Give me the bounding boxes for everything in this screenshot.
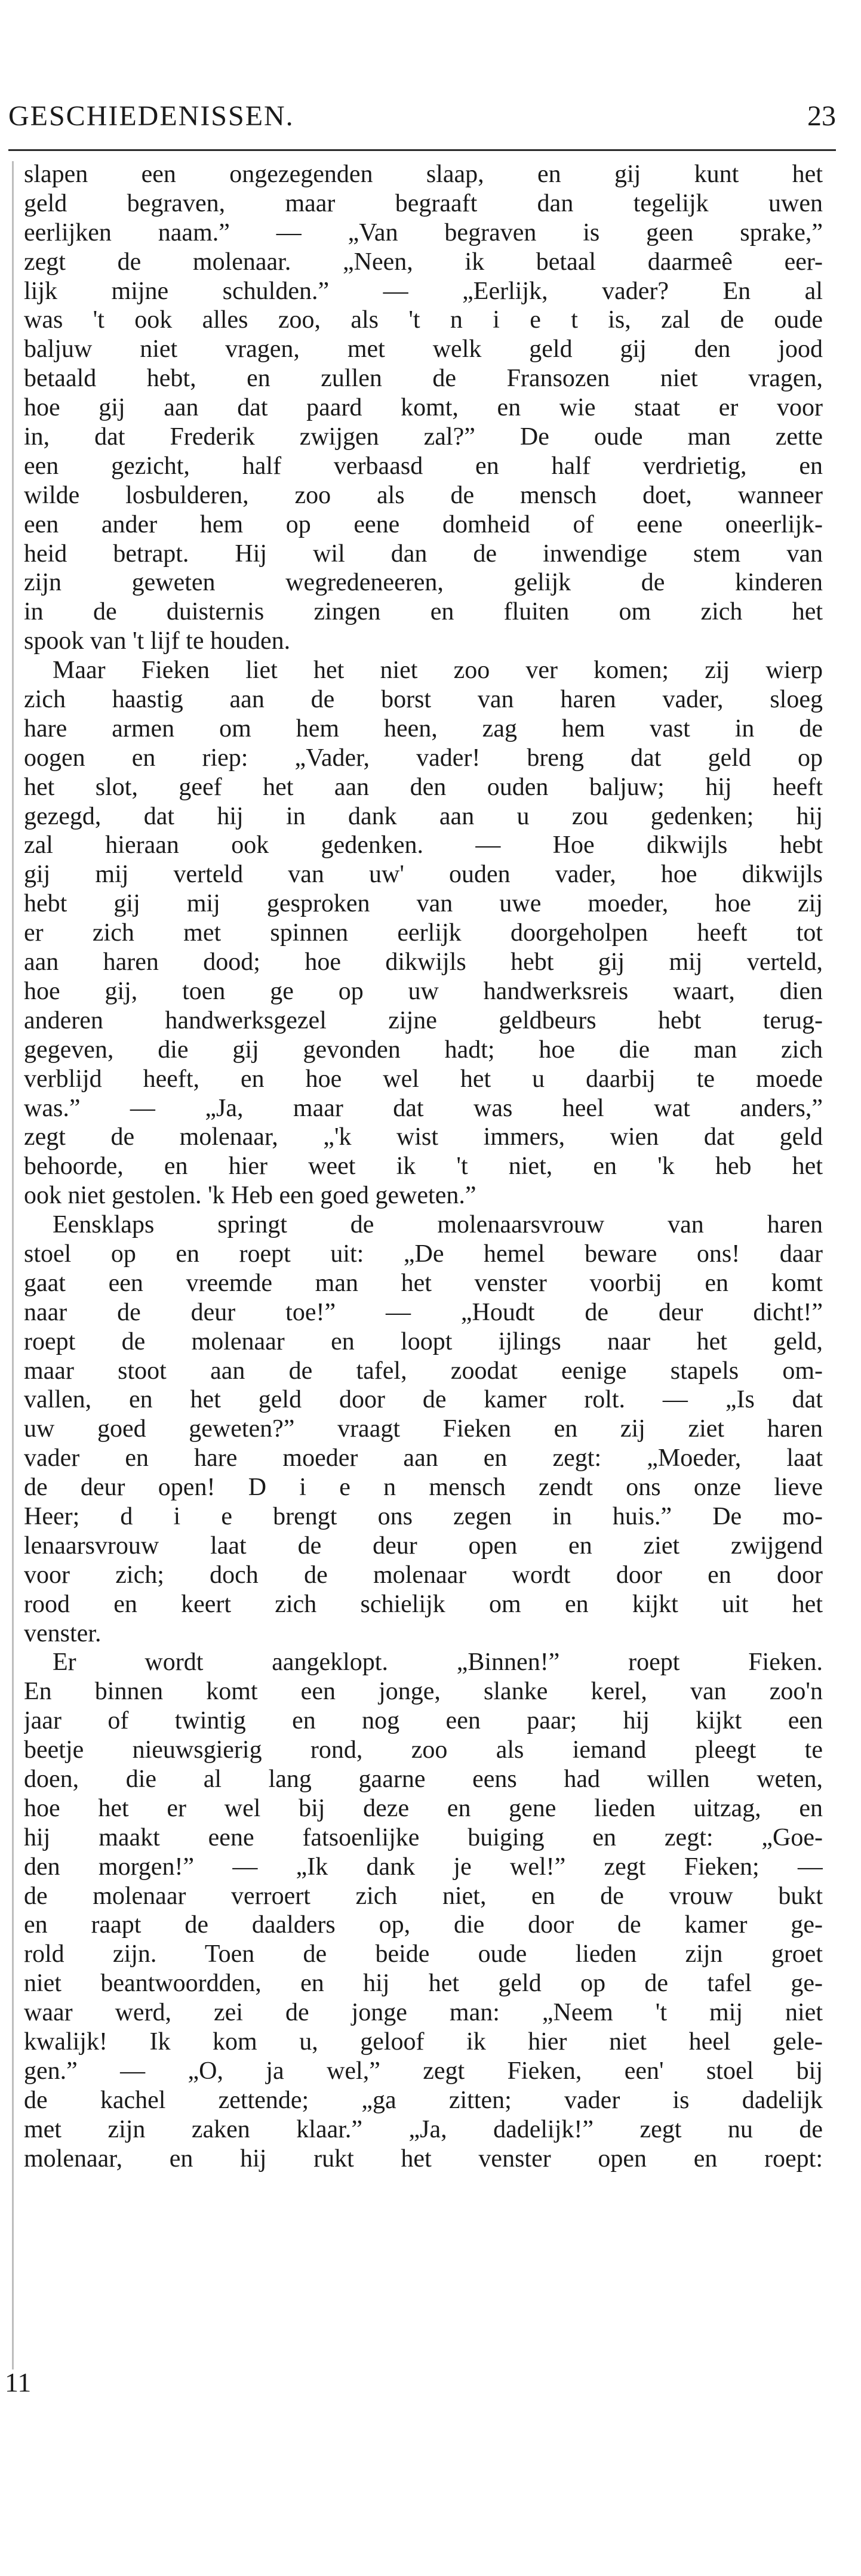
text-line: een ander hem op eene domheid of eene oneerlijk-: [24, 510, 823, 538]
text-line: molenaar, en hij rukt het venster open en roept:: [24, 2144, 823, 2173]
text-line: spook van 't lijf te houden.: [24, 627, 291, 655]
signature-mark: 11: [5, 2367, 32, 2398]
text-line: zegt de molenaar, „'k wist immers, wien dat geld: [24, 1123, 823, 1151]
text-line: gegeven, die gij gevonden hadt; hoe die man zich: [24, 1036, 823, 1064]
text-line: zal hieraan ook gedenken. — Hoe dikwijls hebt: [24, 831, 823, 859]
text-line: het slot, geef het aan den ouden baljuw; hij heeft: [24, 773, 823, 801]
text-line: gezegd, dat hij in dank aan u zou gedenken; hij: [24, 802, 823, 830]
text-line: hoe het er wel bij deze en gene lieden uitzag, en: [24, 1794, 823, 1822]
text-line: de deur open! D i e n mensch zendt ons onze lieve: [24, 1474, 823, 1502]
text-line: beetje nieuwsgierig rond, zoo als iemand pleegt te: [24, 1736, 823, 1764]
text-line: oogen en riep: „Vader, vader! breng dat geld op: [24, 744, 823, 772]
body-text: [24, 160, 823, 2173]
text-line: maar stoot aan de tafel, zoodat eenige stapels om-: [24, 1357, 823, 1385]
text-line: heid betrapt. Hij wil dan de inwendige stem van: [24, 540, 823, 568]
text-line: naar de deur toe!” — „Houdt de deur dicht!”: [24, 1298, 823, 1326]
text-line: en raapt de daalders op, die door de kamer ge-: [24, 1911, 823, 1939]
text-line: uw goed geweten?” vraagt Fieken en zij ziet haren: [24, 1415, 823, 1443]
text-line: niet beantwoordden, en hij het geld op de tafel ge-: [24, 1970, 823, 1998]
text-line: geld begraven, maar begraaft dan tegelijk uwen: [24, 189, 823, 217]
text-line: wilde losbulderen, zoo als de mensch doet, wanneer: [24, 481, 823, 509]
text-line: En binnen komt een jonge, slanke kerel, van zoo'n: [24, 1678, 823, 1706]
text-line: slapen een ongezegenden slaap, en gij kunt het: [24, 161, 823, 188]
text-line: aan haren dood; hoe dikwijls hebt gij mij verteld,: [24, 948, 823, 976]
text-line: verblijd heeft, en hoe wel het u daarbij te moede: [24, 1065, 823, 1093]
text-line: roept de molenaar en loopt ijlings naar het geld,: [24, 1327, 823, 1355]
paragraph-start-line: Maar Fieken liet het niet zoo ver komen; zij wierp: [53, 657, 823, 685]
text-line: rood en keert zich schielijk om en kijkt uit het: [24, 1590, 823, 1618]
text-line: den morgen!” — „Ik dank je wel!” zegt Fieken; —: [24, 1853, 823, 1881]
text-line: anderen handwerksgezel zijne geldbeurs hebt terug-: [24, 1006, 823, 1034]
text-line: hare armen om hem heen, zag hem vast in de: [24, 714, 823, 742]
text-line: voor zich; doch de molenaar wordt door en door: [24, 1561, 823, 1589]
text-line: gij mij verteld van uw' ouden vader, hoe dikwijls: [24, 861, 823, 889]
text-line: hij maakt eene fatsoenlijke buiging en zegt: „Goe-: [24, 1823, 823, 1851]
text-line: kwalijk! Ik kom u, geloof ik hier niet heel gele-: [24, 2028, 823, 2056]
text-line: met zijn zaken klaar.” „Ja, dadelijk!” zegt nu de: [24, 2115, 823, 2143]
text-line: betaald hebt, en zullen de Fransozen niet vragen,: [24, 365, 823, 393]
left-margin-rule: [12, 161, 14, 2369]
text-line: ook niet gestolen. 'k Heb een goed geweten.”: [24, 1182, 476, 1210]
text-line: vallen, en het geld door de kamer rolt. — „Is dat: [24, 1386, 823, 1414]
running-title: GESCHIEDENISSEN.: [8, 100, 294, 132]
paragraph-start-line: Er wordt aangeklopt. „Binnen!” roept Fieken.: [53, 1648, 823, 1677]
text-line: eerlijken naam.” — „Van begraven is geen sprake,”: [24, 218, 823, 246]
text-line: jaar of twintig en nog een paar; hij kijkt een: [24, 1707, 823, 1735]
text-line: venster.: [24, 1619, 102, 1647]
text-line: zijn geweten wegredeneeren, gelijk de kinderen: [24, 569, 823, 597]
text-line: lenaarsvrouw laat de deur open en ziet zwijgend: [24, 1532, 823, 1560]
text-line: zich haastig aan de borst van haren vader, sloeg: [24, 686, 823, 714]
text-line: er zich met spinnen eerlijk doorgeholpen heeft tot: [24, 919, 823, 947]
text-line: lijk mijne schulden.” — „Eerlijk, vader? En al: [24, 277, 823, 305]
text-line: hoe gij, toen ge op uw handwerksreis waart, dien: [24, 977, 823, 1005]
text-line: de kachel zettende; „ga zitten; vader is dadelijk: [24, 2086, 823, 2114]
paragraph-start-line: Eensklaps springt de molenaarsvrouw van haren: [53, 1211, 823, 1239]
text-line: de molenaar verroert zich niet, en de vrouw bukt: [24, 1882, 823, 1910]
header-rule: [8, 149, 836, 151]
text-line: was 't ook alles zoo, als 't n i e t is, zal de oude: [24, 306, 823, 334]
text-line: hoe gij aan dat paard komt, en wie staat er voor: [24, 394, 823, 422]
text-line: in de duisternis zingen en fluiten om zich het: [24, 598, 823, 626]
text-line: vader en hare moeder aan en zegt: „Moeder, laat: [24, 1444, 823, 1472]
text-line: Heer; d i e brengt ons zegen in huis.” De mo-: [24, 1502, 823, 1530]
running-header: [8, 90, 836, 143]
text-line: zegt de molenaar. „Neen, ik betaal daarmeê eer-: [24, 248, 823, 276]
text-line: rold zijn. Toen de beide oude lieden zijn groet: [24, 1940, 823, 1968]
text-line: was.” — „Ja, maar dat was heel wat anders,”: [24, 1094, 823, 1122]
text-line: hebt gij mij gesproken van uwe moeder, hoe zij: [24, 890, 823, 918]
text-line: doen, die al lang gaarne eens had willen weten,: [24, 1765, 823, 1793]
text-line: baljuw niet vragen, met welk geld gij den jood: [24, 335, 823, 363]
text-line: behoorde, en hier weet ik 't niet, en 'k heb het: [24, 1153, 823, 1181]
page-number: 23: [807, 100, 836, 132]
text-line: gen.” — „O, ja wel,” zegt Fieken, een' stoel bij: [24, 2057, 823, 2085]
text-line: gaat een vreemde man het venster voorbij en komt: [24, 1269, 823, 1297]
text-line: waar werd, zei de jonge man: „Neem 't mij niet: [24, 1999, 823, 2027]
text-line: een gezicht, half verbaasd en half verdrietig, en: [24, 452, 823, 480]
text-line: stoel op en roept uit: „De hemel beware ons! daar: [24, 1240, 823, 1268]
text-line: in, dat Frederik zwijgen zal?” De oude man zette: [24, 423, 823, 451]
